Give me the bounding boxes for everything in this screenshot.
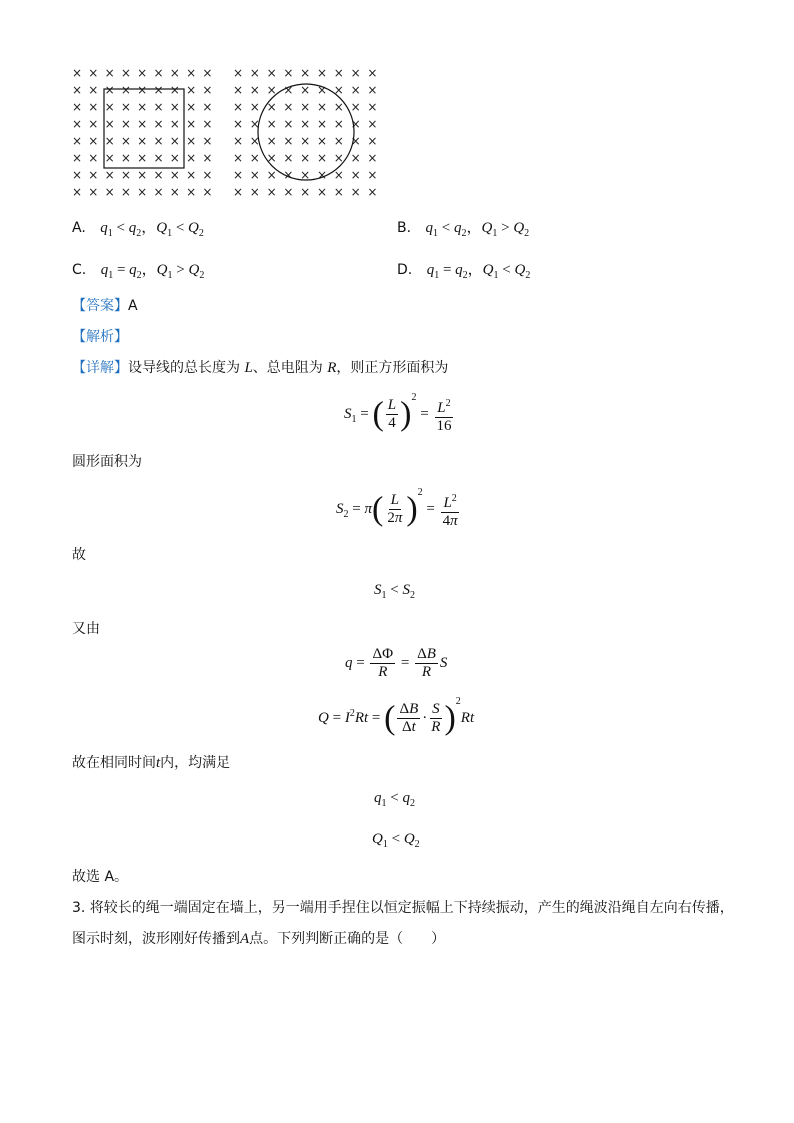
field-cross: × [333, 83, 344, 97]
field-cross: × [71, 117, 83, 131]
field-cross: × [169, 66, 180, 80]
field-cross: × [300, 134, 311, 148]
field-cross: × [88, 117, 99, 131]
field-cross: × [104, 151, 115, 165]
field-cross: × [283, 185, 294, 199]
field-cross: × [367, 151, 378, 165]
field-cross: × [266, 66, 277, 80]
field-cross: × [104, 100, 115, 114]
field-cross: × [202, 151, 213, 165]
field-cross: × [202, 134, 213, 148]
field-cross: × [316, 83, 328, 97]
field-cross: × [249, 185, 260, 199]
option-b[interactable]: B. $q_1 < q_2$，$Q_1 > Q_2$ [397, 220, 530, 239]
choose-text: 故选 A。 [72, 869, 129, 885]
field-cross: × [88, 134, 99, 148]
question-3-line-2: 图示时刻，波形刚好传播到A点。下列判断正确的是（ ） [72, 931, 446, 947]
field-cross: × [88, 66, 99, 80]
field-cross: × [249, 168, 260, 182]
field-cross: × [232, 168, 244, 182]
therefore-text: 故 [72, 547, 86, 563]
field-cross: × [316, 185, 328, 199]
field-cross: × [169, 168, 180, 182]
field-cross: × [120, 151, 131, 165]
field-cross: × [137, 117, 148, 131]
field-cross: × [300, 185, 311, 199]
analysis-heading: 【解析】 [72, 329, 128, 345]
field-cross: × [186, 66, 197, 80]
field-cross: × [120, 100, 131, 114]
equation-s1: $S_1$ = ( $\frac{L}{4}$ )$^2$ = $\frac{L^2}{16}$ [344, 392, 452, 434]
field-cross: × [367, 185, 378, 199]
field-cross: × [350, 151, 361, 165]
field-cross: × [266, 100, 277, 114]
field-cross: × [232, 83, 244, 97]
field-cross: × [316, 66, 328, 80]
field-cross: × [169, 117, 180, 131]
field-cross: × [249, 66, 260, 80]
field-cross: × [120, 134, 131, 148]
field-cross: × [104, 134, 115, 148]
field-cross: × [137, 100, 148, 114]
field-cross: × [186, 117, 197, 131]
field-cross: × [283, 117, 294, 131]
equation-s2: $S_2 = \pi$( $\frac{L}{2\pi}$ )$^2$ = $\frac{L^2}{4\pi}$ [336, 487, 458, 529]
field-cross: × [88, 83, 99, 97]
field-cross: × [186, 168, 197, 182]
field-cross: × [283, 168, 294, 182]
field-cross: × [266, 185, 277, 199]
field-cross: × [300, 100, 311, 114]
field-cross: × [88, 185, 99, 199]
field-cross: × [300, 117, 311, 131]
field-cross: × [367, 168, 378, 182]
field-cross: × [316, 168, 328, 182]
field-cross: × [153, 151, 164, 165]
field-cross: × [153, 83, 164, 97]
field-cross: × [232, 134, 244, 148]
field-cross: × [153, 66, 164, 80]
magnetic-field-figure [0, 0, 794, 210]
field-cross: × [232, 117, 244, 131]
field-cross: × [333, 151, 344, 165]
field-cross: × [71, 83, 83, 97]
field-cross: × [283, 134, 294, 148]
field-cross: × [316, 117, 328, 131]
field-cross: × [202, 66, 213, 80]
field-cross: × [153, 185, 164, 199]
field-cross: × [153, 100, 164, 114]
field-cross: × [186, 151, 197, 165]
field-cross: × [202, 117, 213, 131]
field-cross: × [186, 83, 197, 97]
field-cross: × [169, 134, 180, 148]
field-cross: × [367, 66, 378, 80]
field-cross: × [350, 66, 361, 80]
field-cross: × [120, 117, 131, 131]
field-cross: × [367, 100, 378, 114]
field-cross: × [232, 66, 244, 80]
option-c[interactable]: C. $q_1 = q_2$，$Q_1 > Q_2$ [72, 262, 205, 281]
field-cross: × [333, 100, 344, 114]
field-cross: × [333, 185, 344, 199]
field-cross: × [71, 100, 83, 114]
field-cross: × [169, 83, 180, 97]
field-cross: × [153, 168, 164, 182]
field-cross: × [316, 100, 328, 114]
field-cross: × [104, 83, 115, 97]
field-cross: × [350, 117, 361, 131]
field-cross: × [137, 185, 148, 199]
field-cross: × [232, 100, 244, 114]
field-cross: × [186, 134, 197, 148]
field-cross: × [266, 134, 277, 148]
field-cross: × [333, 66, 344, 80]
field-cross: × [202, 83, 213, 97]
field-cross: × [104, 185, 115, 199]
field-cross: × [71, 134, 83, 148]
field-cross: × [300, 66, 311, 80]
field-cross: × [350, 134, 361, 148]
equation-Q: $Q = I^2Rt$ = ( $\frac{\Delta B}{\Delta t}$ · $\frac{S}{R}$ )$^2$Rt [318, 696, 475, 737]
equation-Q1-lt-Q2: $Q_1 < Q_2$ [372, 831, 420, 850]
field-cross: × [350, 185, 361, 199]
field-cross: × [186, 185, 197, 199]
field-cross: × [120, 83, 131, 97]
field-cross: × [367, 83, 378, 97]
question-3-line-1: 3. 将较长的绳一端固定在墙上，另一端用手捏住以恒定振幅上下持续振动，产生的绳波沿绳自左向右传播， [72, 900, 734, 916]
field-cross: × [202, 100, 213, 114]
field-cross: × [316, 151, 328, 165]
field-cross: × [266, 151, 277, 165]
same-time-text: 故在相同时间t内，均满足 [72, 755, 231, 771]
field-cross: × [283, 83, 294, 97]
field-cross: × [137, 134, 148, 148]
field-cross: × [104, 168, 115, 182]
field-cross: × [300, 83, 311, 97]
equation-q1-lt-q2: $q_1 < q_2$ [374, 790, 415, 809]
field-cross: × [153, 134, 164, 148]
field-cross: × [137, 151, 148, 165]
field-cross: × [104, 117, 115, 131]
answer-line: 【答案】A [72, 298, 138, 314]
detail-line: 【详解】设导线的总长度为 L、总电阻为 R，则正方形面积为 [72, 360, 449, 376]
field-cross: × [333, 168, 344, 182]
field-cross: × [367, 117, 378, 131]
field-cross: × [350, 83, 361, 97]
option-a[interactable]: A. $q_1 < q_2$，$Q_1 < Q_2$ [72, 220, 204, 239]
field-cross: × [283, 66, 294, 80]
field-cross: × [71, 151, 83, 165]
field-cross: × [71, 66, 83, 80]
equation-q: q = $\frac{\Delta\Phi}{R}$ = $\frac{\Delta B}{R}$ S [345, 646, 448, 680]
field-cross: × [169, 185, 180, 199]
field-cross: × [333, 117, 344, 131]
equation-s1-lt-s2: $S_1 < S_2$ [374, 582, 415, 601]
field-cross: × [104, 66, 115, 80]
field-cross: × [169, 151, 180, 165]
field-cross: × [300, 151, 311, 165]
field-cross: × [137, 83, 148, 97]
field-cross: × [137, 66, 148, 80]
field-cross: × [71, 185, 83, 199]
field-cross: × [249, 151, 260, 165]
field-cross: × [169, 100, 180, 114]
field-cross: × [249, 83, 260, 97]
field-cross: × [350, 100, 361, 114]
field-cross: × [120, 185, 131, 199]
field-cross: × [249, 134, 260, 148]
field-cross: × [283, 151, 294, 165]
field-cross: × [88, 100, 99, 114]
field-cross: × [300, 168, 311, 182]
circle-area-text: 圆形面积为 [72, 454, 142, 470]
field-cross: × [137, 168, 148, 182]
field-cross: × [249, 117, 260, 131]
field-cross: × [333, 134, 344, 148]
field-cross: × [266, 117, 277, 131]
field-cross: × [186, 100, 197, 114]
field-cross: × [266, 168, 277, 182]
field-cross: × [283, 100, 294, 114]
field-cross: × [232, 185, 244, 199]
field-cross: × [88, 168, 99, 182]
field-cross: × [120, 66, 131, 80]
field-cross: × [120, 168, 131, 182]
field-cross: × [367, 134, 378, 148]
field-cross: × [71, 168, 83, 182]
field-cross: × [88, 151, 99, 165]
field-cross: × [266, 83, 277, 97]
option-d[interactable]: D. $q_1 = q_2$，$Q_1 < Q_2$ [397, 262, 531, 281]
also-text: 又由 [72, 621, 100, 637]
field-cross: × [249, 100, 260, 114]
field-cross: × [153, 117, 164, 131]
field-crosses [72, 66, 377, 199]
field-cross: × [316, 134, 328, 148]
field-cross: × [202, 185, 213, 199]
field-cross: × [202, 168, 213, 182]
field-cross: × [350, 168, 361, 182]
field-cross: × [232, 151, 244, 165]
circular-loop [258, 84, 354, 180]
